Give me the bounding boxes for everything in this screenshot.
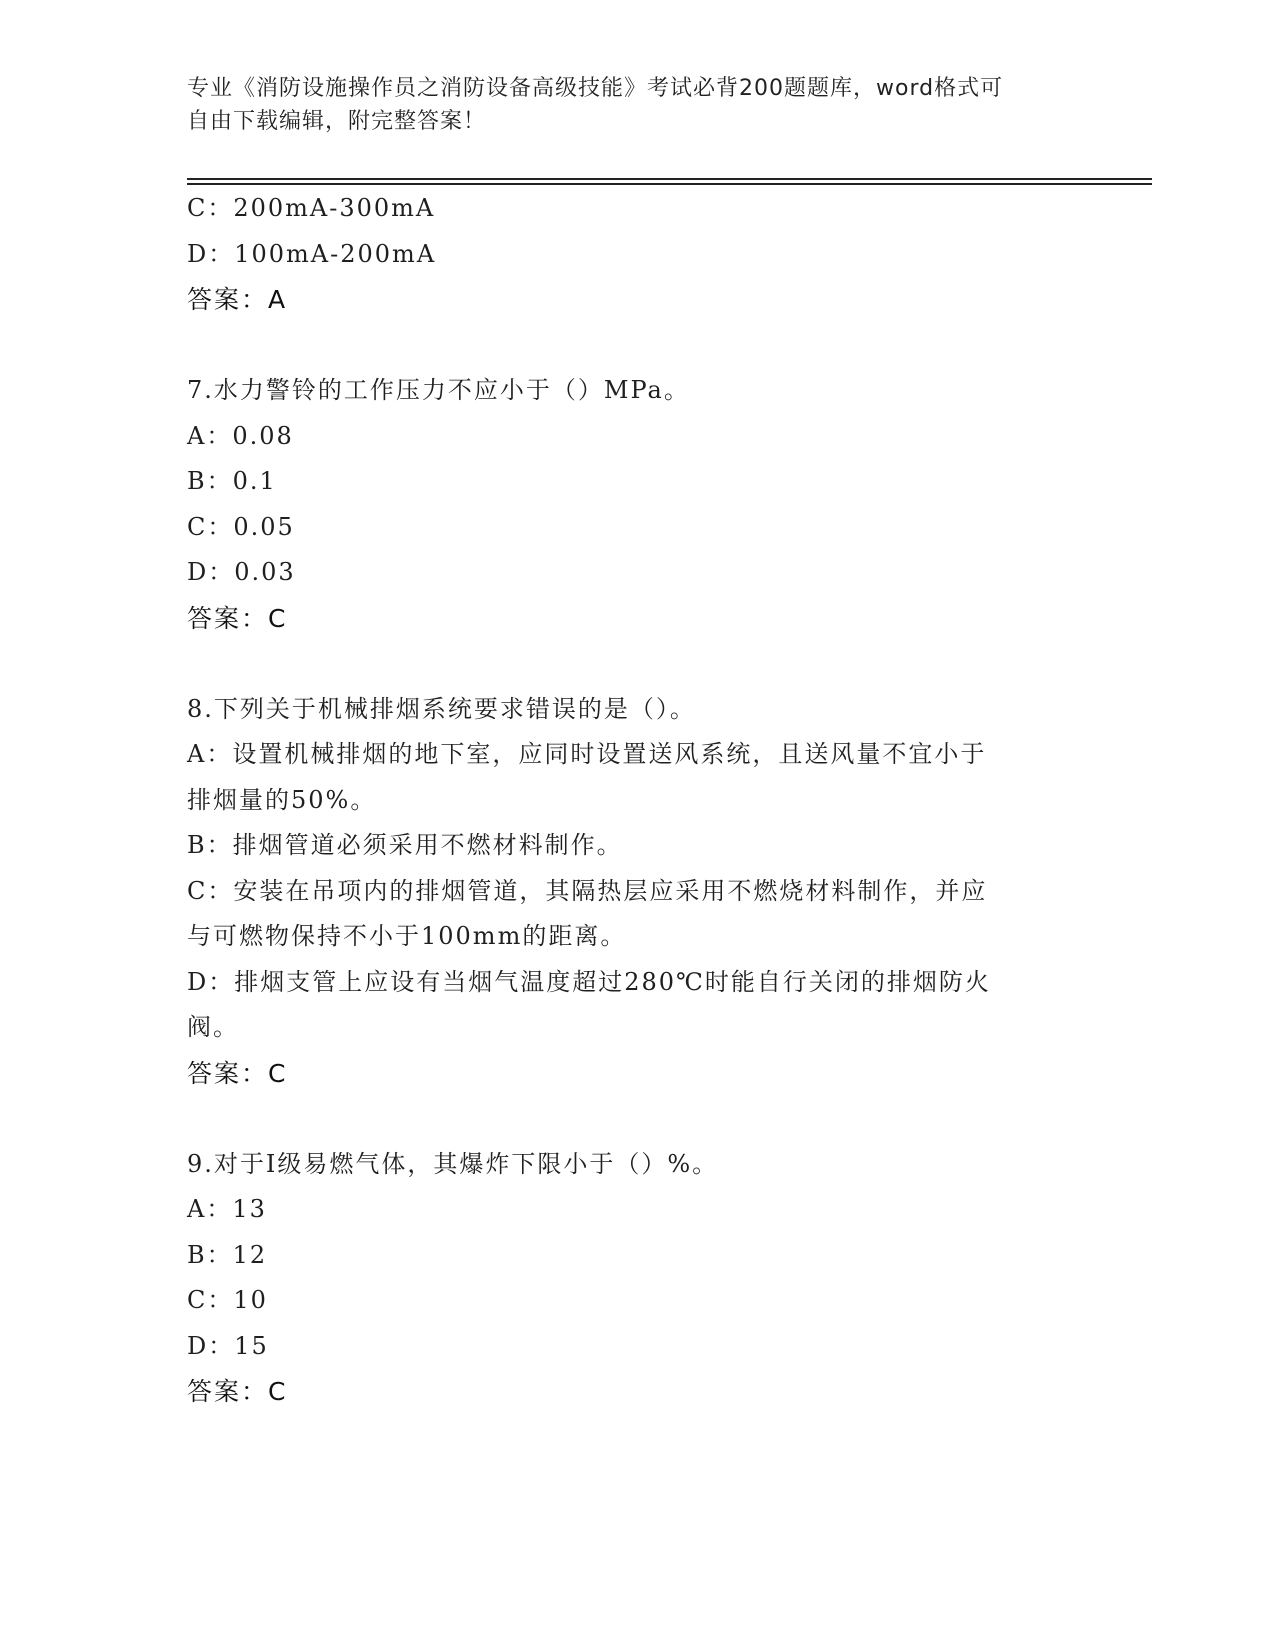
header-divider-bottom bbox=[187, 183, 1152, 185]
answer-line: 答案：C bbox=[187, 1377, 288, 1406]
option-c: C：200mA-300mA bbox=[187, 194, 436, 222]
answer-line: 答案：C bbox=[187, 603, 288, 633]
spacer bbox=[187, 1096, 1087, 1142]
question-stem: 8.下列关于机械排烟系统要求错误的是（）。 bbox=[187, 694, 696, 723]
option-b: B：12 bbox=[187, 1240, 268, 1269]
answer-line: 答案：C bbox=[187, 1058, 288, 1088]
question-6-tail bbox=[187, 186, 1087, 323]
option-a: A：设置机械排烟的地下室，应同时设置送风系统，且送风量不宜小于 bbox=[187, 740, 987, 768]
answer-line: 答案：A bbox=[187, 285, 288, 314]
option-b: B：0.1 bbox=[187, 467, 277, 495]
question-7 bbox=[187, 368, 1087, 641]
question-stem: 7.水力警铃的工作压力不应小于（）MPa。 bbox=[187, 376, 690, 404]
option-a-continued: 排烟量的50%。 bbox=[187, 785, 377, 814]
spacer bbox=[187, 323, 1087, 369]
document-body bbox=[187, 186, 1087, 1415]
question-8 bbox=[187, 687, 1087, 1097]
question-9 bbox=[187, 1142, 1087, 1415]
question-stem: 9.对于Ⅰ级易燃气体，其爆炸下限小于（）%。 bbox=[187, 1149, 719, 1178]
option-d: D：0.03 bbox=[187, 558, 296, 586]
option-d: D：排烟支管上应设有当烟气温度超过280℃时能自行关闭的排烟防火 bbox=[187, 967, 991, 996]
option-c: C：0.05 bbox=[187, 512, 295, 541]
spacer bbox=[187, 641, 1087, 687]
option-c: C：安装在吊项内的排烟管道，其隔热层应采用不燃烧材料制作，并应 bbox=[187, 876, 988, 905]
option-a: A：0.08 bbox=[187, 421, 294, 450]
header-divider-top bbox=[187, 178, 1152, 180]
option-d: D：100mA-200mA bbox=[187, 239, 437, 268]
document-header bbox=[187, 72, 1067, 138]
option-d: D：15 bbox=[187, 1331, 269, 1360]
header-line-1: 专业《消防设施操作员之消防设备高级技能》考试必背200题题库，word格式可 bbox=[187, 76, 1004, 101]
option-c-continued: 与可燃物保持不小于100mm的距离。 bbox=[187, 922, 627, 950]
option-a: A：13 bbox=[187, 1195, 267, 1223]
option-c: C：10 bbox=[187, 1286, 268, 1314]
option-d-continued: 阀。 bbox=[187, 1013, 239, 1041]
header-line-2: 自由下载编辑，附完整答案！ bbox=[187, 109, 487, 134]
option-b: B：排烟管道必须采用不燃材料制作。 bbox=[187, 831, 623, 859]
